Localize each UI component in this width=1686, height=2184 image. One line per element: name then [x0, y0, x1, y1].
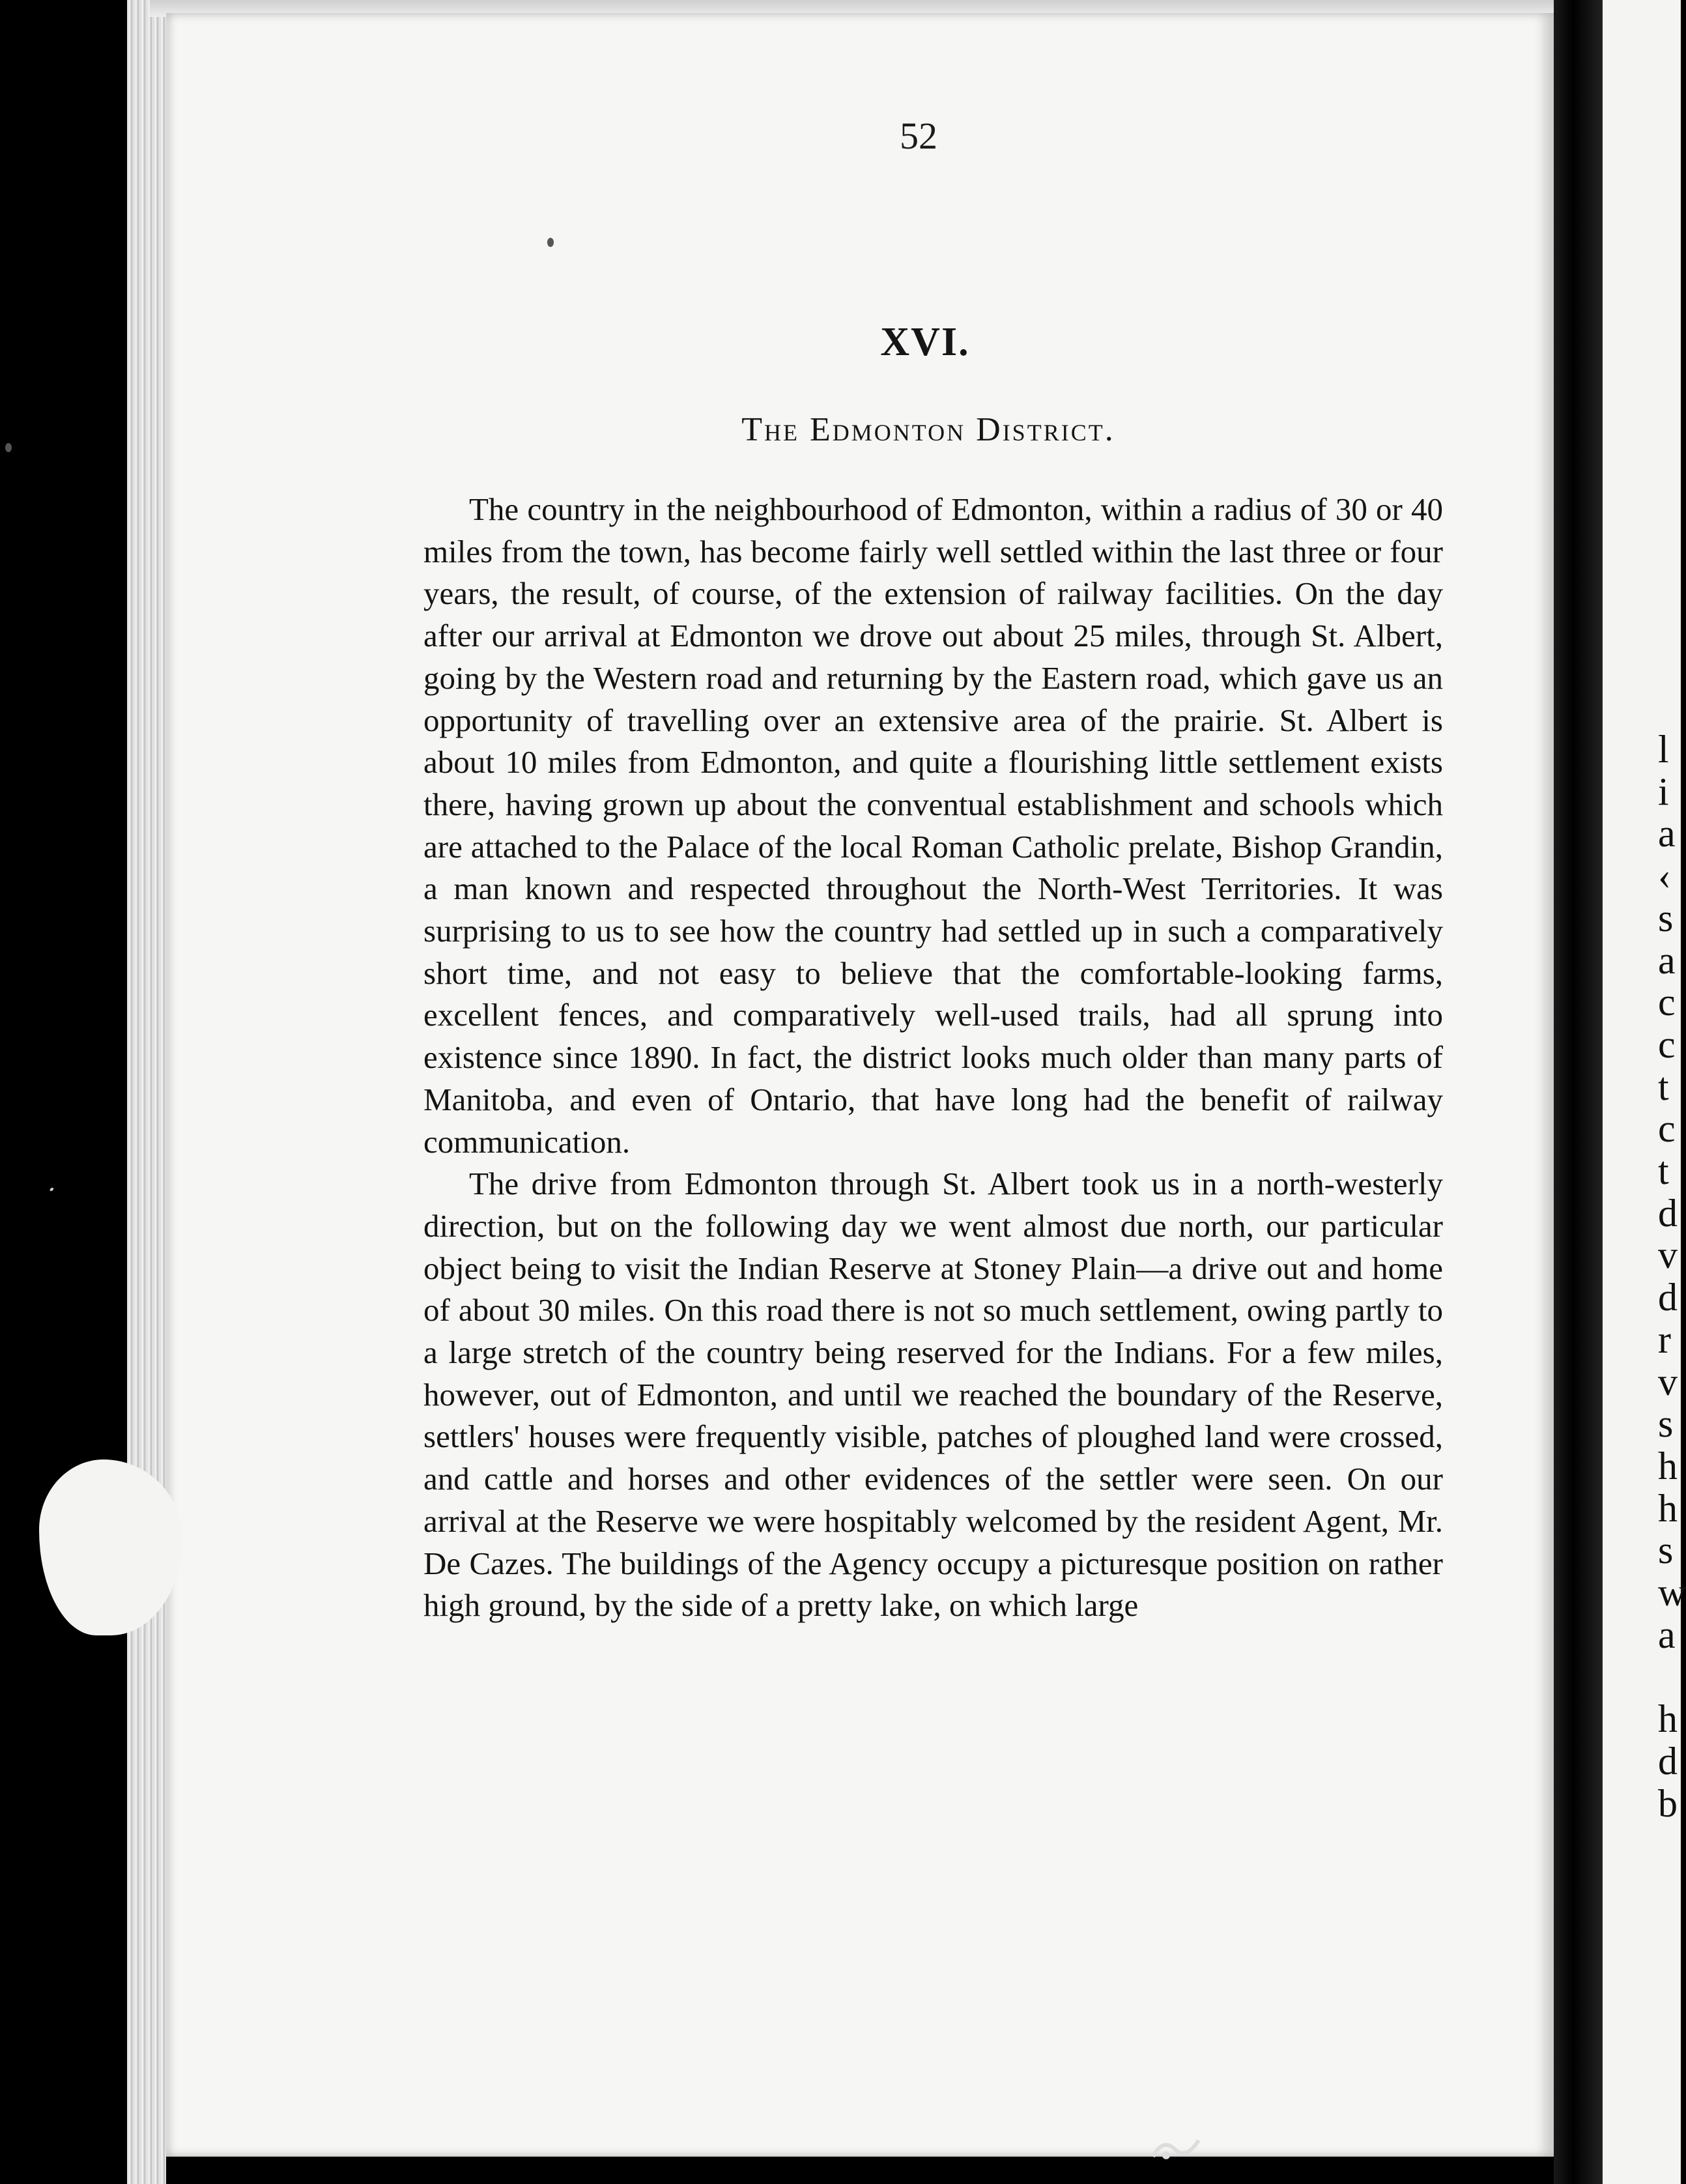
facing-page-letter: v	[1658, 1360, 1678, 1403]
chapter-number: XVI.	[880, 320, 970, 364]
facing-page-letter: v	[1658, 1233, 1678, 1277]
facing-page-letter: s	[1658, 1529, 1674, 1572]
facing-page-letter: t	[1658, 1065, 1669, 1108]
facing-page-letter: ‹	[1658, 854, 1671, 898]
bottom-scan-mark	[1147, 2131, 1205, 2163]
facing-page-fragment	[1603, 0, 1681, 2184]
facing-page-letter: a	[1658, 1613, 1676, 1656]
paragraph: The country in the neighbourhood of Edmonton, within a radius of 30 or 40 miles from the town, has become fairly well settled within the last three or four years, the result, of course, of the extension of railway facilities. On the day after our arrival at Edmonton we drove out about 25 miles, through St. Albert, going by the Western road and returning by the Eastern road, which gave us an opportunity of travelling over an extensive area of the prairie. St. Albert is about 10 miles from Edmonton, and quite a flourishing little settlement exists there, having grown up about the conventual establishment and schools which are attached to the Palace of the local Roman Catholic prelate, Bishop Grandin, a man known and respected throughout the North-West Territories. It was surprising to us to see how the country had settled up in such a comparatively short time, and not easy to believe that the comfortable-looking farms, excellent fences, and comparatively well-used trails, had all sprung into existence since 1890. In fact, the district looks much older than many parts of Manitoba, and even of Ontario, that have long had the benefit of railway communication.	[423, 491, 1443, 1160]
facing-page-letter: a	[1658, 938, 1676, 982]
facing-page-letter: c	[1658, 981, 1676, 1024]
facing-page-letter: d	[1658, 1739, 1678, 1783]
chapter-title: The Edmonton District.	[741, 411, 1115, 448]
book-page-edges	[127, 0, 166, 2184]
facing-page-letter: h	[1658, 1486, 1678, 1530]
stray-ink-dot	[5, 443, 12, 452]
book-gutter	[1554, 0, 1603, 2184]
page-number: 52	[900, 115, 937, 157]
facing-page-letter: d	[1658, 1276, 1678, 1319]
facing-page-letter: s	[1658, 896, 1674, 940]
facing-page-letter: c	[1658, 1022, 1676, 1066]
paragraph: The drive from Edmonton through St. Albert took us in a north-westerly direction, but on the following day we went almost due north, our particular object being to visit the Indian Reserve at Stoney Plain—a drive out and home of about 30 miles. On this road there is not so much settlement, owing partly to a large stretch of the country being reserved for the Indians. For a few miles, however, out of Edmonton, and until we reached the boundary of the Reserve, settlers' houses were frequently visible, patches of ploughed land were crossed, and cattle and horses and other evidences of the settler were seen. On our arrival at the Reserve we were hospitably welcomed by the resident Agent, Mr. De Cazes. The buildings of the Agency occupy a picturesque position on rather high ground, by the side of a pretty lake, on which large	[423, 1166, 1443, 1624]
facing-page-letter: h	[1658, 1444, 1678, 1487]
facing-page-letter: c	[1658, 1107, 1676, 1151]
facing-page-letter: t	[1658, 1149, 1669, 1192]
facing-page-letter: s	[1658, 1402, 1674, 1446]
facing-page-letter: w	[1658, 1571, 1686, 1614]
margin-mark: ·	[41, 1173, 63, 1205]
facing-page-letter: b	[1658, 1781, 1678, 1825]
body-text	[423, 489, 1443, 1627]
facing-page-letter: h	[1658, 1697, 1678, 1741]
facing-page-letter: r	[1658, 1317, 1671, 1361]
stray-ink-dot	[547, 238, 554, 247]
facing-page-letter: i	[1658, 769, 1669, 813]
facing-page-letter: d	[1658, 1191, 1678, 1235]
facing-page-letter: l	[1658, 728, 1669, 771]
facing-page-letter: a	[1658, 812, 1676, 855]
